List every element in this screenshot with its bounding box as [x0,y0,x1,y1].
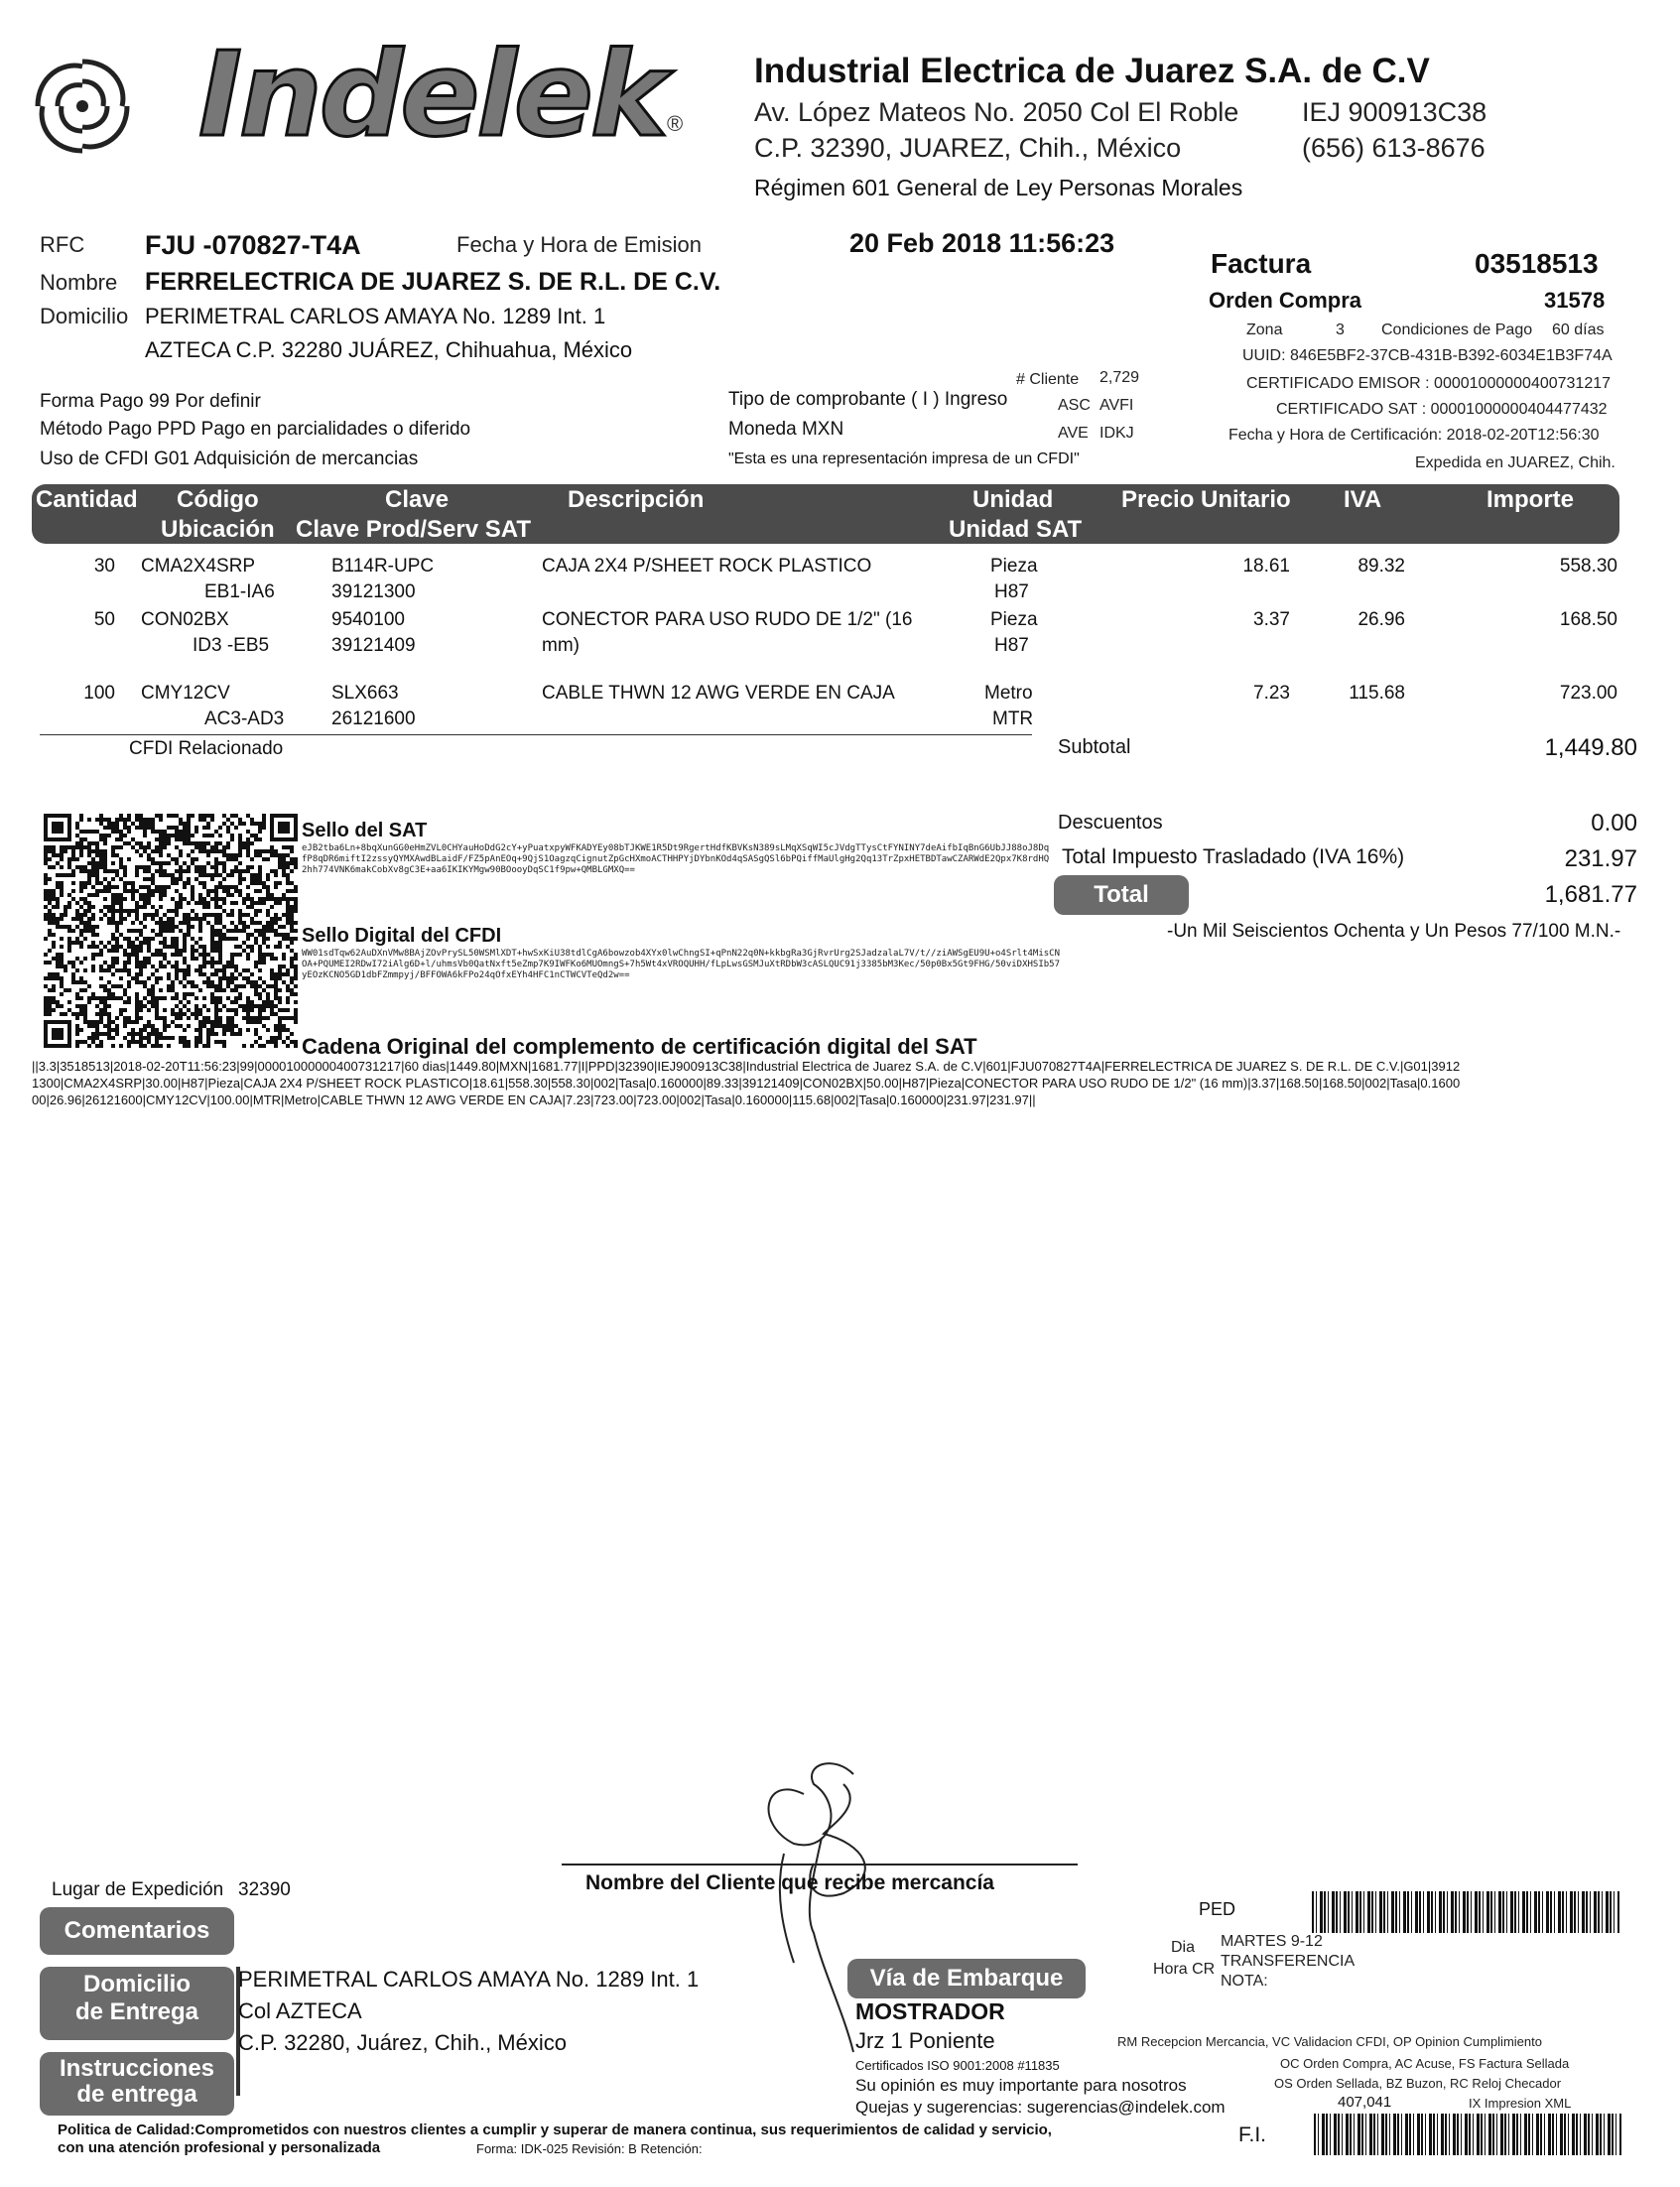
table-row [0,679,1647,734]
legend-line3: OS Orden Sellada, BZ Buzon, RC Reloj Checador [1274,2076,1562,2091]
zona-label: Zona [1246,322,1283,338]
company-regimen: Régimen 601 General de Ley Personas Morales [754,175,1243,200]
dia-value: MARTES 9-12 [1221,1933,1323,1950]
cert-emisor: CERTIFICADO EMISOR : 00001000000400731217 [1246,375,1612,392]
cell-unidad-sat: MTR [992,708,1034,729]
col-clave: Clave [385,486,450,513]
tipo-comprobante: Tipo de comprobante ( I ) Ingreso [728,389,1008,410]
cell-descripcion: CABLE THWN 12 AWG VERDE EN CAJA [542,683,895,704]
col-iva: IVA [1344,486,1382,513]
condiciones-value: 60 días [1552,322,1605,338]
logo-wordmark: Indelek [198,26,666,163]
cell-precio: 3.37 [1253,609,1290,630]
opinion-text: Su opinión es muy importante para nosotros [855,2076,1187,2095]
col-ubicacion: Ubicación [161,516,275,543]
factura-number: 03518513 [1475,248,1599,279]
cell-codigo: CMA2X4SRP [141,556,256,577]
cell-descripcion: CAJA 2X4 P/SHEET ROCK PLASTICO [542,556,872,577]
sello-sat-text: eJB2tba6Ln+8bqXunGG0eHmZVL0CHYauHoDdG2cY+yPuatxpyWFKADYEy08bTJKWE1R5Dt9RgertHdfKBVKsN389sLMqXSqWI5cJVdgTTysCtFYNINY7deAifbIqBnG6UbJJ88oJ8DqfP8qDR6miftI2zssyQYMXAwdBLaidF/FZ5pAnEOq+9QjS1OagzqCignutZpGcHXmoACTHHPYjDYbnKOd4qSASgQSl6bPQiffMaUlgHg2Qq13TrZpxHETBDTawCZARWdE2Qpx7K8rdHQ2hh774VNK6makCobXv8gC3E+aa6IKIKYMgw90BOooyDqSC1f9pw+QMBLGMXQ== [302,843,1050,875]
cell-codigo: CMY12CV [141,683,230,704]
company-rfc: IEJ 900913C38 [1302,97,1487,127]
cert-sat: CERTIFICADO SAT : 00001000000404477432 [1276,401,1608,418]
cell-cantidad: 100 [83,683,115,704]
total-letra: -Un Mil Seiscientos Ochenta y Un Pesos 77/100 M.N.- [1167,921,1621,942]
orden-number: 31578 [1544,288,1606,313]
cell-ubicacion: ID3 -EB5 [193,635,270,656]
descuentos-label: Descuentos [1058,812,1163,834]
dia-label: Dia [1171,1939,1196,1956]
items-table-header [32,484,1619,544]
domicilio-entrega-line2: de Entrega [74,1998,199,2025]
legend-line2: OC Orden Compra, AC Acuse, FS Factura Sellada [1280,2056,1570,2071]
nombre-cliente-label: Nombre del Cliente que recibe mercancía [585,1871,994,1894]
hora-value: TRANSFERENCIA [1221,1953,1356,1970]
cell-iva: 26.96 [1357,609,1405,630]
cell-cantidad: 30 [93,556,115,577]
zona-value: 3 [1336,322,1345,338]
entrega-line2: Col AZTECA [238,1998,362,2023]
moneda: Moneda MXN [728,419,844,440]
sello-sat-title: Sello del SAT [302,820,428,841]
forma-revision: Forma: IDK-025 Revisión: B Retención: [476,2141,703,2156]
fi-label: F.I. [1238,2123,1267,2146]
company-name: Industrial Electrica de Juarez S.A. de C.V [754,52,1430,90]
emision-label: Fecha y Hora de Emision [456,232,702,257]
politica-line1: Politica de Calidad:Comprometidos con nuestros clientes a cumplir y superar de manera continua, sus requerimientos de calidad y servicio, [58,2122,1052,2138]
domicilio-entrega-line1: Domicilio [82,1971,191,1997]
table-divider [40,734,1032,735]
ave-value: IDKJ [1099,425,1134,442]
company-address1: Av. López Mateos No. 2050 Col El Roble [754,97,1239,127]
cell-clave-sat: 39121300 [331,581,416,602]
emision-datetime: 20 Feb 2018 11:56:23 [849,228,1115,258]
iso-cert: Certificados ISO 9001:2008 #11835 [855,2058,1060,2073]
politica-line2: con una atención profesional y personalizada [58,2139,381,2156]
signature-line [562,1864,1078,1865]
cell-clave: SLX663 [331,683,399,704]
nota-label: NOTA: [1221,1973,1268,1990]
instrucciones-line1: Instrucciones [59,2055,215,2082]
cell-importe: 558.30 [1559,556,1617,577]
condiciones-label: Condiciones de Pago [1381,322,1533,338]
cell-unidad-sat: H87 [994,635,1029,656]
folio: 407,041 [1338,2094,1392,2111]
ave-label: AVE [1058,425,1089,442]
sello-cfdi-title: Sello Digital del CFDI [302,925,502,947]
hora-label: Hora CR [1153,1961,1216,1978]
cell-ubicacion: AC3-AD3 [204,708,285,729]
domicilio-label: Domicilio [40,304,129,328]
rfc-label: RFC [40,232,85,257]
cadena-text: ||3.3|3518513|2018-02-20T11:56:23|99|00001000000400731217|60 dias|1449.80|MXN|1681.77|I|PPD|32390|IEJ900913C38|Industrial Electrica de Juarez S.A. de C.V|601|FJU070827T4A|FERRELECTRICA DE JUAREZ S. DE R.L. DE C.V.|G01|39121300|CMA2X4SRP|30.00|H87|Pieza|CAJA 2X4 P/SHEET ROCK PLASTICO|18.61|558.30|558.30|002|Tasa|0.160000|89.33|39121409|CON02BX|50.00|H87|Pieza|CONECTOR PARA USO RUDO DE 1/2" (16 mm)|3.37|168.50|168.50|002|Tasa|0.160000|26.96|26121600|CMY12CV|100.00|MTR|Metro|CABLE THWN 12 AWG VERDE EN CAJA|7.23|723.00|723.00|002|Tasa|0.160000|115.68|002|Tasa|0.160000|231.97|231.97|| [32,1059,1461,1107]
cell-iva: 115.68 [1349,683,1405,704]
ix-impresion: IX Impresion XML [1469,2096,1572,2111]
quejas-text: Quejas y sugerencias: sugerencias@indelek.com [855,2098,1226,2117]
fecha-cert: Fecha y Hora de Certificación: 2018-02-20T12:56:30 [1228,427,1600,444]
impuesto-label: Total Impuesto Trasladado (IVA 16%) [1062,845,1405,868]
logo-swirl-icon [28,52,137,161]
col-clave-sat: Clave Prod/Serv SAT [296,516,531,543]
asc-label: ASC [1058,397,1091,414]
cell-precio: 7.23 [1253,683,1290,704]
col-descripcion: Descripción [568,486,705,513]
instrucciones-label [40,2052,234,2116]
cell-descripcion: CONECTOR PARA USO RUDO DE 1/2" (16 [542,609,913,630]
subtotal-value: 1,449.80 [1544,734,1637,761]
cell-unidad: Metro [984,683,1033,704]
ped-label: PED [1199,1899,1236,1919]
table-row [0,552,1647,607]
cell-precio: 18.61 [1242,556,1290,577]
col-cantidad: Cantidad [36,486,138,513]
company-address2: C.P. 32390, JUAREZ, Chih., México [754,133,1182,163]
total-label: Total [1054,875,1189,915]
cell-unidad: Pieza [990,609,1038,630]
lugar-value: 32390 [238,1879,291,1900]
via-embarque-value: MOSTRADOR [855,1998,1005,2024]
cell-unidad: Pieza [990,556,1038,577]
via-embarque-label: Vía de Embarque [847,1959,1086,1998]
sello-cfdi-text: WW01sdTqw62AuDXnVMw8BAjZOvPrySL50WSMlXDT+hwSxKiU38tdlCgA6bowzob4XYx0lwChngSI+qPnN22q0N+kkbgRa3GjRvrUrg2SJadzalaL7V/t//ziAWSgEU9U+o4Srlt4MisCNOA+PQUMEI2RDwI72iAlg6D+l/uhmsVb0QatNxft5eZmp7K9IWFKo6MUOmngS+7h5Wt4xVROQUHH/fLpLwsGSMJuXtRDbW3cASLQUC91j3385bM3Kec/50p0Bx5Gt9FHG/50viDXHSIb57yEOzKCNO5GD1dbFZmmpyj/BFFOWA6kFPo24qOfxEYh4HFC1nCTWCVTeQd2w== [302,949,1061,980]
legend-line1: RM Recepcion Mercancia, VC Validacion CFDI, OP Opinion Cumplimiento [1117,2034,1542,2049]
col-importe: Importe [1486,486,1575,513]
forma-pago: Forma Pago 99 Por definir [40,391,261,412]
cell-importe: 723.00 [1559,683,1617,704]
factura-label: Factura [1211,248,1312,279]
instrucciones-line2: de entrega [76,2081,197,2108]
client-rfc: FJU -070827-T4A [145,230,361,260]
domicilio-entrega-label [40,1967,234,2040]
expedida: Expedida en JUAREZ, Chih. [1415,454,1615,471]
metodo-pago: Método Pago PPD Pago en parcialidades o diferido [40,419,471,440]
subtotal-label: Subtotal [1058,736,1131,758]
cell-iva: 89.32 [1357,556,1405,577]
col-precio: Precio Unitario [1121,486,1291,513]
descuentos-value: 0.00 [1591,810,1637,836]
sucursal: Jrz 1 Poniente [855,2028,995,2053]
cliente-num-label: # Cliente [1016,371,1080,388]
impuesto-value: 231.97 [1564,845,1637,872]
client-name: FERRELECTRICA DE JUAREZ S. DE R.L. DE C.V. [145,268,721,296]
col-unidad: Unidad [972,486,1054,513]
cadena-title: Cadena Original del complemento de certificación digital del SAT [302,1034,977,1059]
cliente-num: 2,729 [1099,369,1140,386]
cell-unidad-sat: H87 [994,581,1029,602]
table-row [0,605,1647,675]
registered-icon: ® [667,111,684,136]
representacion-note: "Esta es una representación impresa de un CFDI" [728,450,1080,467]
cell-codigo: CON02BX [141,609,229,630]
comentarios-label: Comentarios [40,1907,234,1955]
cell-clave-sat: 26121600 [331,708,416,729]
orden-label: Orden Compra [1209,288,1362,313]
cell-ubicacion: EB1-IA6 [204,581,275,602]
cell-clave: B114R-UPC [331,556,435,577]
cell-cantidad: 50 [93,609,115,630]
cell-descripcion-cont: mm) [542,635,580,656]
client-address2: AZTECA C.P. 32280 JUÁREZ, Chihuahua, México [145,337,633,362]
col-unidad-sat: Unidad SAT [949,516,1083,543]
cell-clave-sat: 39121409 [331,635,416,656]
cell-clave: 9540100 [331,609,405,630]
company-phone: (656) 613-8676 [1302,133,1486,163]
cell-importe: 168.50 [1559,609,1617,630]
entrega-line1: PERIMETRAL CARLOS AMAYA No. 1289 Int. 1 [238,1967,700,1992]
uuid: UUID: 846E5BF2-37CB-431B-B392-6034E1B3F74A [1242,347,1613,364]
uso-cfdi: Uso de CFDI G01 Adquisición de mercancias [40,449,419,469]
entrega-line3: C.P. 32280, Juárez, Chih., México [238,2030,567,2055]
col-codigo: Código [177,486,259,513]
nombre-label: Nombre [40,270,118,295]
qr-code-icon [44,814,298,1048]
total-value: 1,681.77 [1544,881,1637,908]
asc-value: AVFI [1099,397,1134,414]
barcode-fi [1314,2114,1621,2155]
client-address1: PERIMETRAL CARLOS AMAYA No. 1289 Int. 1 [145,304,606,328]
barcode-ped [1312,1891,1619,1933]
cfdi-relacionado: CFDI Relacionado [129,738,284,759]
lugar-label: Lugar de Expedición [52,1879,224,1900]
